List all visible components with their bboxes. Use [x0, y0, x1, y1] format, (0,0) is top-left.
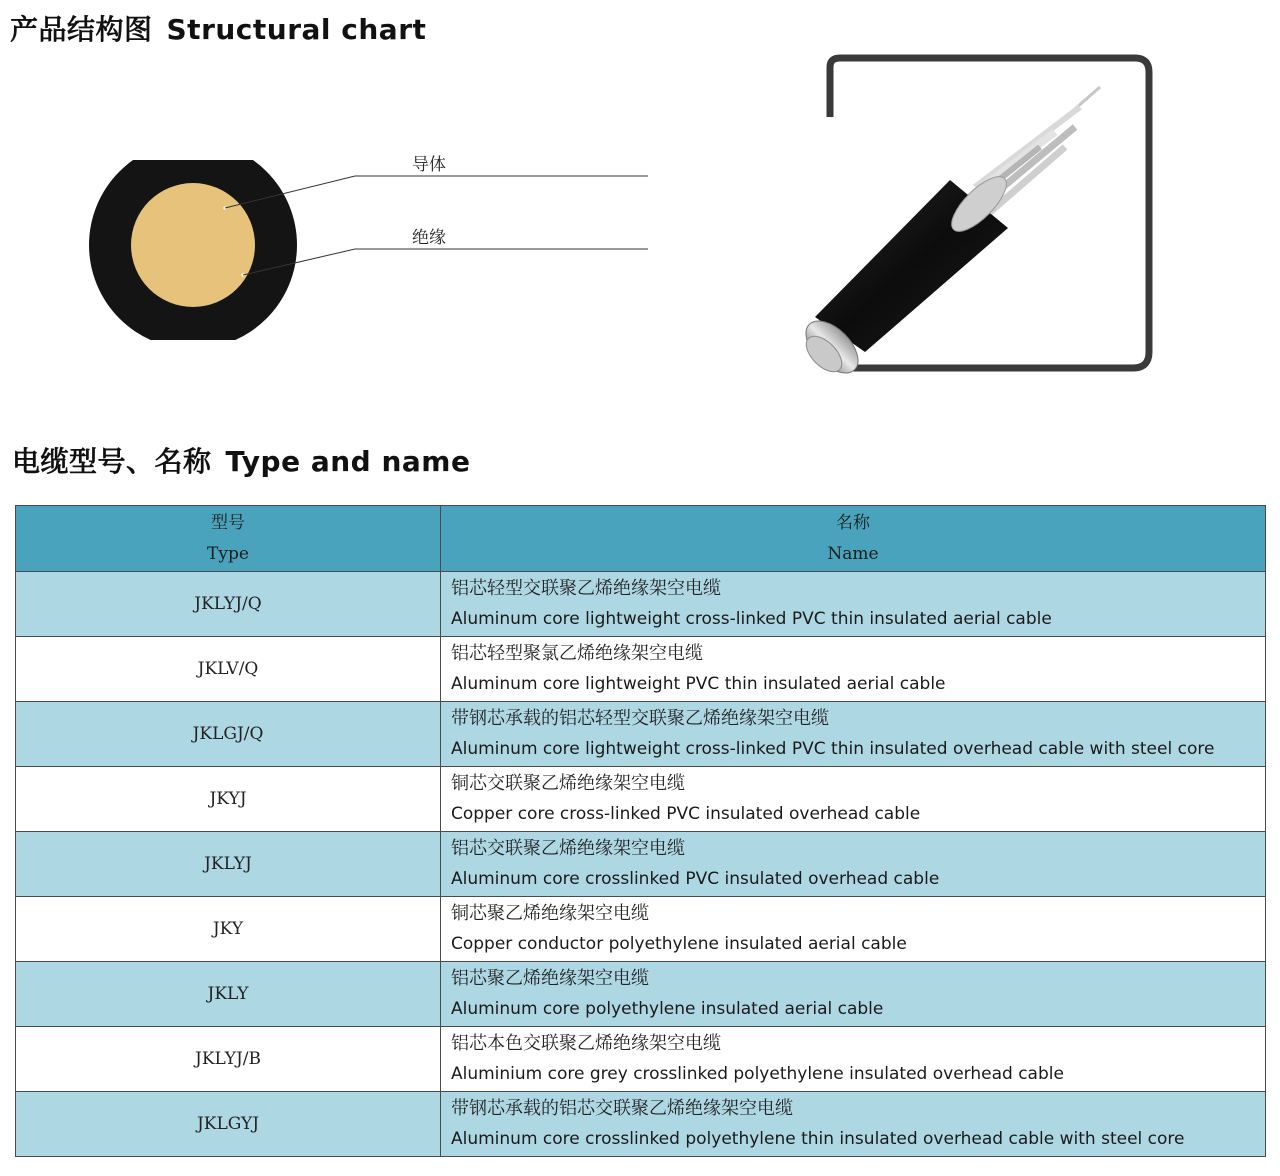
type-column-header — [16, 506, 441, 572]
name-en: Copper core cross-linked PVC insulated overhead cable — [451, 803, 921, 824]
table-row — [16, 897, 1266, 962]
name-en: Aluminum core lightweight PVC thin insulated aerial cable — [451, 673, 946, 694]
table-row — [16, 767, 1266, 832]
table-header-row — [16, 506, 1266, 572]
name-cell — [441, 1027, 1266, 1092]
type-cell: JKLV/Q — [16, 637, 441, 702]
table-row — [16, 832, 1266, 897]
table-row — [16, 637, 1266, 702]
type-and-name-heading — [12, 440, 470, 480]
name-zh: 铝芯交联聚乙烯绝缘架空电缆 — [451, 837, 685, 859]
type-cell: JKY — [16, 897, 441, 962]
table-row — [16, 702, 1266, 767]
name-cell — [441, 702, 1266, 767]
table-row — [16, 1092, 1266, 1157]
cable-photo — [780, 52, 1160, 397]
structural-chart-title-en: Structural chart — [166, 13, 427, 46]
name-zh: 铜芯交联聚乙烯绝缘架空电缆 — [451, 772, 685, 794]
name-cell — [441, 897, 1266, 962]
type-and-name-title-en: Type and name — [225, 445, 471, 478]
type-cell: JKLYJ/Q — [16, 572, 441, 637]
name-en: Aluminum core crosslinked PVC insulated overhead cable — [451, 868, 940, 889]
name-en: Aluminum core lightweight cross-linked PVC thin insulated overhead cable with steel core — [451, 738, 1215, 759]
name-en: Aluminium core grey crosslinked polyethylene insulated overhead cable — [451, 1063, 1064, 1084]
name-en: Aluminum core lightweight cross-linked PVC thin insulated aerial cable — [451, 608, 1052, 629]
cable-cross-section-diagram — [80, 160, 660, 340]
name-zh: 带钢芯承载的铝芯轻型交联聚乙烯绝缘架空电缆 — [451, 707, 829, 729]
insulation-leader-line — [243, 249, 648, 275]
name-en: Copper conductor polyethylene insulated aerial cable — [451, 933, 907, 954]
name-cell — [441, 572, 1266, 637]
type-cell: JKLYJ/B — [16, 1027, 441, 1092]
type-and-name-title-zh: 电缆型号、名称 — [12, 445, 212, 478]
name-cell — [441, 637, 1266, 702]
type-cell: JKLY — [16, 962, 441, 1027]
type-name-table — [15, 505, 1266, 1157]
table-row — [16, 1027, 1266, 1092]
name-cell — [441, 962, 1266, 1027]
name-cell — [441, 767, 1266, 832]
name-cell — [441, 832, 1266, 897]
type-cell: JKLGYJ — [16, 1092, 441, 1157]
name-column-header — [441, 506, 1266, 572]
name-zh: 铜芯聚乙烯绝缘架空电缆 — [451, 902, 649, 924]
structural-chart-title-zh: 产品结构图 — [10, 13, 153, 46]
type-header-zh: 型号 — [211, 512, 245, 533]
name-zh: 铝芯轻型交联聚乙烯绝缘架空电缆 — [451, 577, 721, 599]
name-zh: 铝芯本色交联聚乙烯绝缘架空电缆 — [451, 1032, 721, 1054]
name-zh: 铝芯聚乙烯绝缘架空电缆 — [451, 967, 649, 989]
name-en: Aluminum core polyethylene insulated aerial cable — [451, 998, 884, 1019]
table-row — [16, 572, 1266, 637]
conductor-core — [131, 183, 255, 307]
name-zh: 带钢芯承载的铝芯交联聚乙烯绝缘架空电缆 — [451, 1097, 793, 1119]
name-header-zh: 名称 — [836, 512, 870, 533]
table-row — [16, 962, 1266, 1027]
type-cell: JKLGJ/Q — [16, 702, 441, 767]
type-header-en: Type — [207, 543, 249, 564]
name-cell — [441, 1092, 1266, 1157]
type-cell: JKYJ — [16, 767, 441, 832]
conductor-label: 导体 — [412, 155, 446, 175]
name-zh: 铝芯轻型聚氯乙烯绝缘架空电缆 — [451, 642, 703, 664]
insulation-label: 绝缘 — [412, 228, 446, 248]
name-header-en: Name — [827, 543, 879, 564]
name-en: Aluminum core crosslinked polyethylene thin insulated overhead cable with steel core — [451, 1128, 1185, 1149]
conductor-leader-line — [225, 176, 648, 208]
type-cell: JKLYJ — [16, 832, 441, 897]
structural-chart-heading — [10, 8, 426, 48]
